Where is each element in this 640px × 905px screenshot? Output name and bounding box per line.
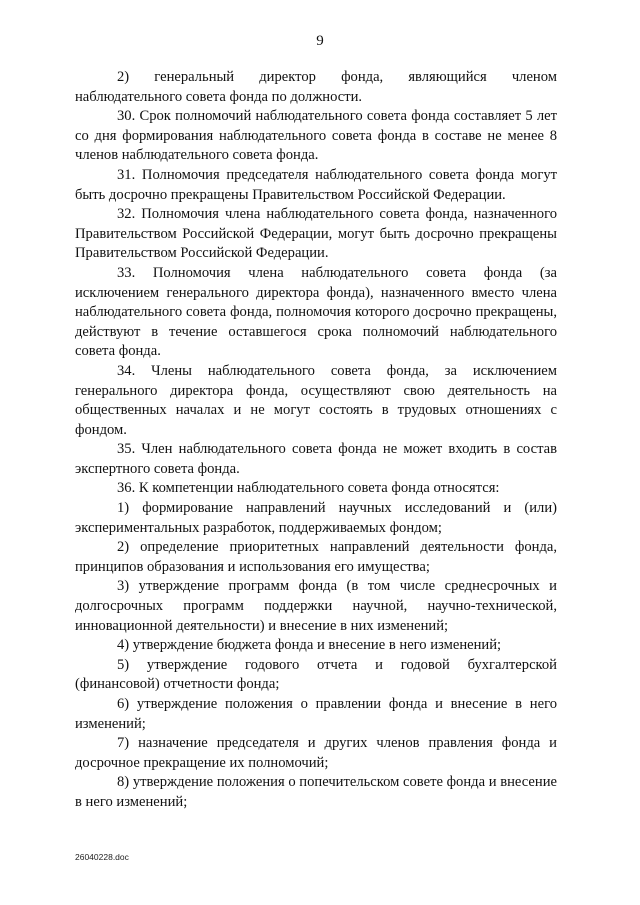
- paragraph-30: 30. Срок полномочий наблюдательного совета фонда составляет 5 лет со дня формирования наблюдательного совета фонда в составе не менее 8 членов наблюдательного совета фонда.: [75, 108, 557, 164]
- page-number: 9: [316, 33, 324, 49]
- list-item-6: 6) утверждение положения о правлении фонда и внесение в него изменений;: [75, 696, 557, 732]
- document-body: [75, 68, 557, 813]
- list-item-8: 8) утверждение положения о попечительском совете фонда и внесение в него изменений;: [75, 774, 557, 810]
- list-item-1: 1) формирование направлений научных исследований и (или) экспериментальных разработок, поддерживаемых фондом;: [75, 500, 557, 536]
- footer-file-code: 26040228.doc: [75, 852, 129, 862]
- list-item-3: 3) утверждение программ фонда (в том числе среднесрочных и долгосрочных программ поддержки научной, научно-технической, инновационной деятельности) и внесение в них изменений;: [75, 578, 557, 634]
- paragraph-35: 35. Член наблюдательного совета фонда не может входить в состав экспертного совета фонда.: [75, 441, 557, 477]
- paragraph-31: 31. Полномочия председателя наблюдательного совета фонда могут быть досрочно прекращены Правительством Российской Федерации.: [75, 166, 557, 203]
- list-item-7: 7) назначение председателя и других членов правления фонда и досрочное прекращение их полномочий;: [75, 735, 557, 771]
- paragraph-33: 33. Полномочия члена наблюдательного совета фонда (за исключением генерального директора фонда), назначенного вместо члена наблюдательного совета фонда, полномочия которого досрочно прекращены, действуют в течение оставшегося срока полномочий наблюдательного совета фонда.: [75, 264, 557, 360]
- list-item-5: 5) утверждение годового отчета и годовой бухгалтерской (финансовой) отчетности фонда;: [75, 656, 557, 693]
- paragraph-34: 34. Члены наблюдательного совета фонда, за исключением генерального директора фонда, осуществляют свою деятельность на общественных началах и не могут состоять в трудовых отношениях с фондом.: [75, 362, 557, 438]
- list-item-4: 4) утверждение бюджета фонда и внесение в него изменений;: [117, 637, 502, 654]
- paragraph-32: 32. Полномочия члена наблюдательного совета фонда, назначенного Правительством Российской Федерации, могут быть досрочно прекращены Правительством Российской Федерации.: [75, 206, 557, 262]
- list-item-2: 2) определение приоритетных направлений деятельности фонда, принципов образования и использования его имущества;: [75, 539, 557, 575]
- paragraph-36: 36. К компетенции наблюдательного совета фонда относятся:: [117, 480, 500, 497]
- paragraph-2-general-director: 2) генеральный директор фонда, являющийся членом наблюдательного совета фонда по должности.: [75, 69, 557, 105]
